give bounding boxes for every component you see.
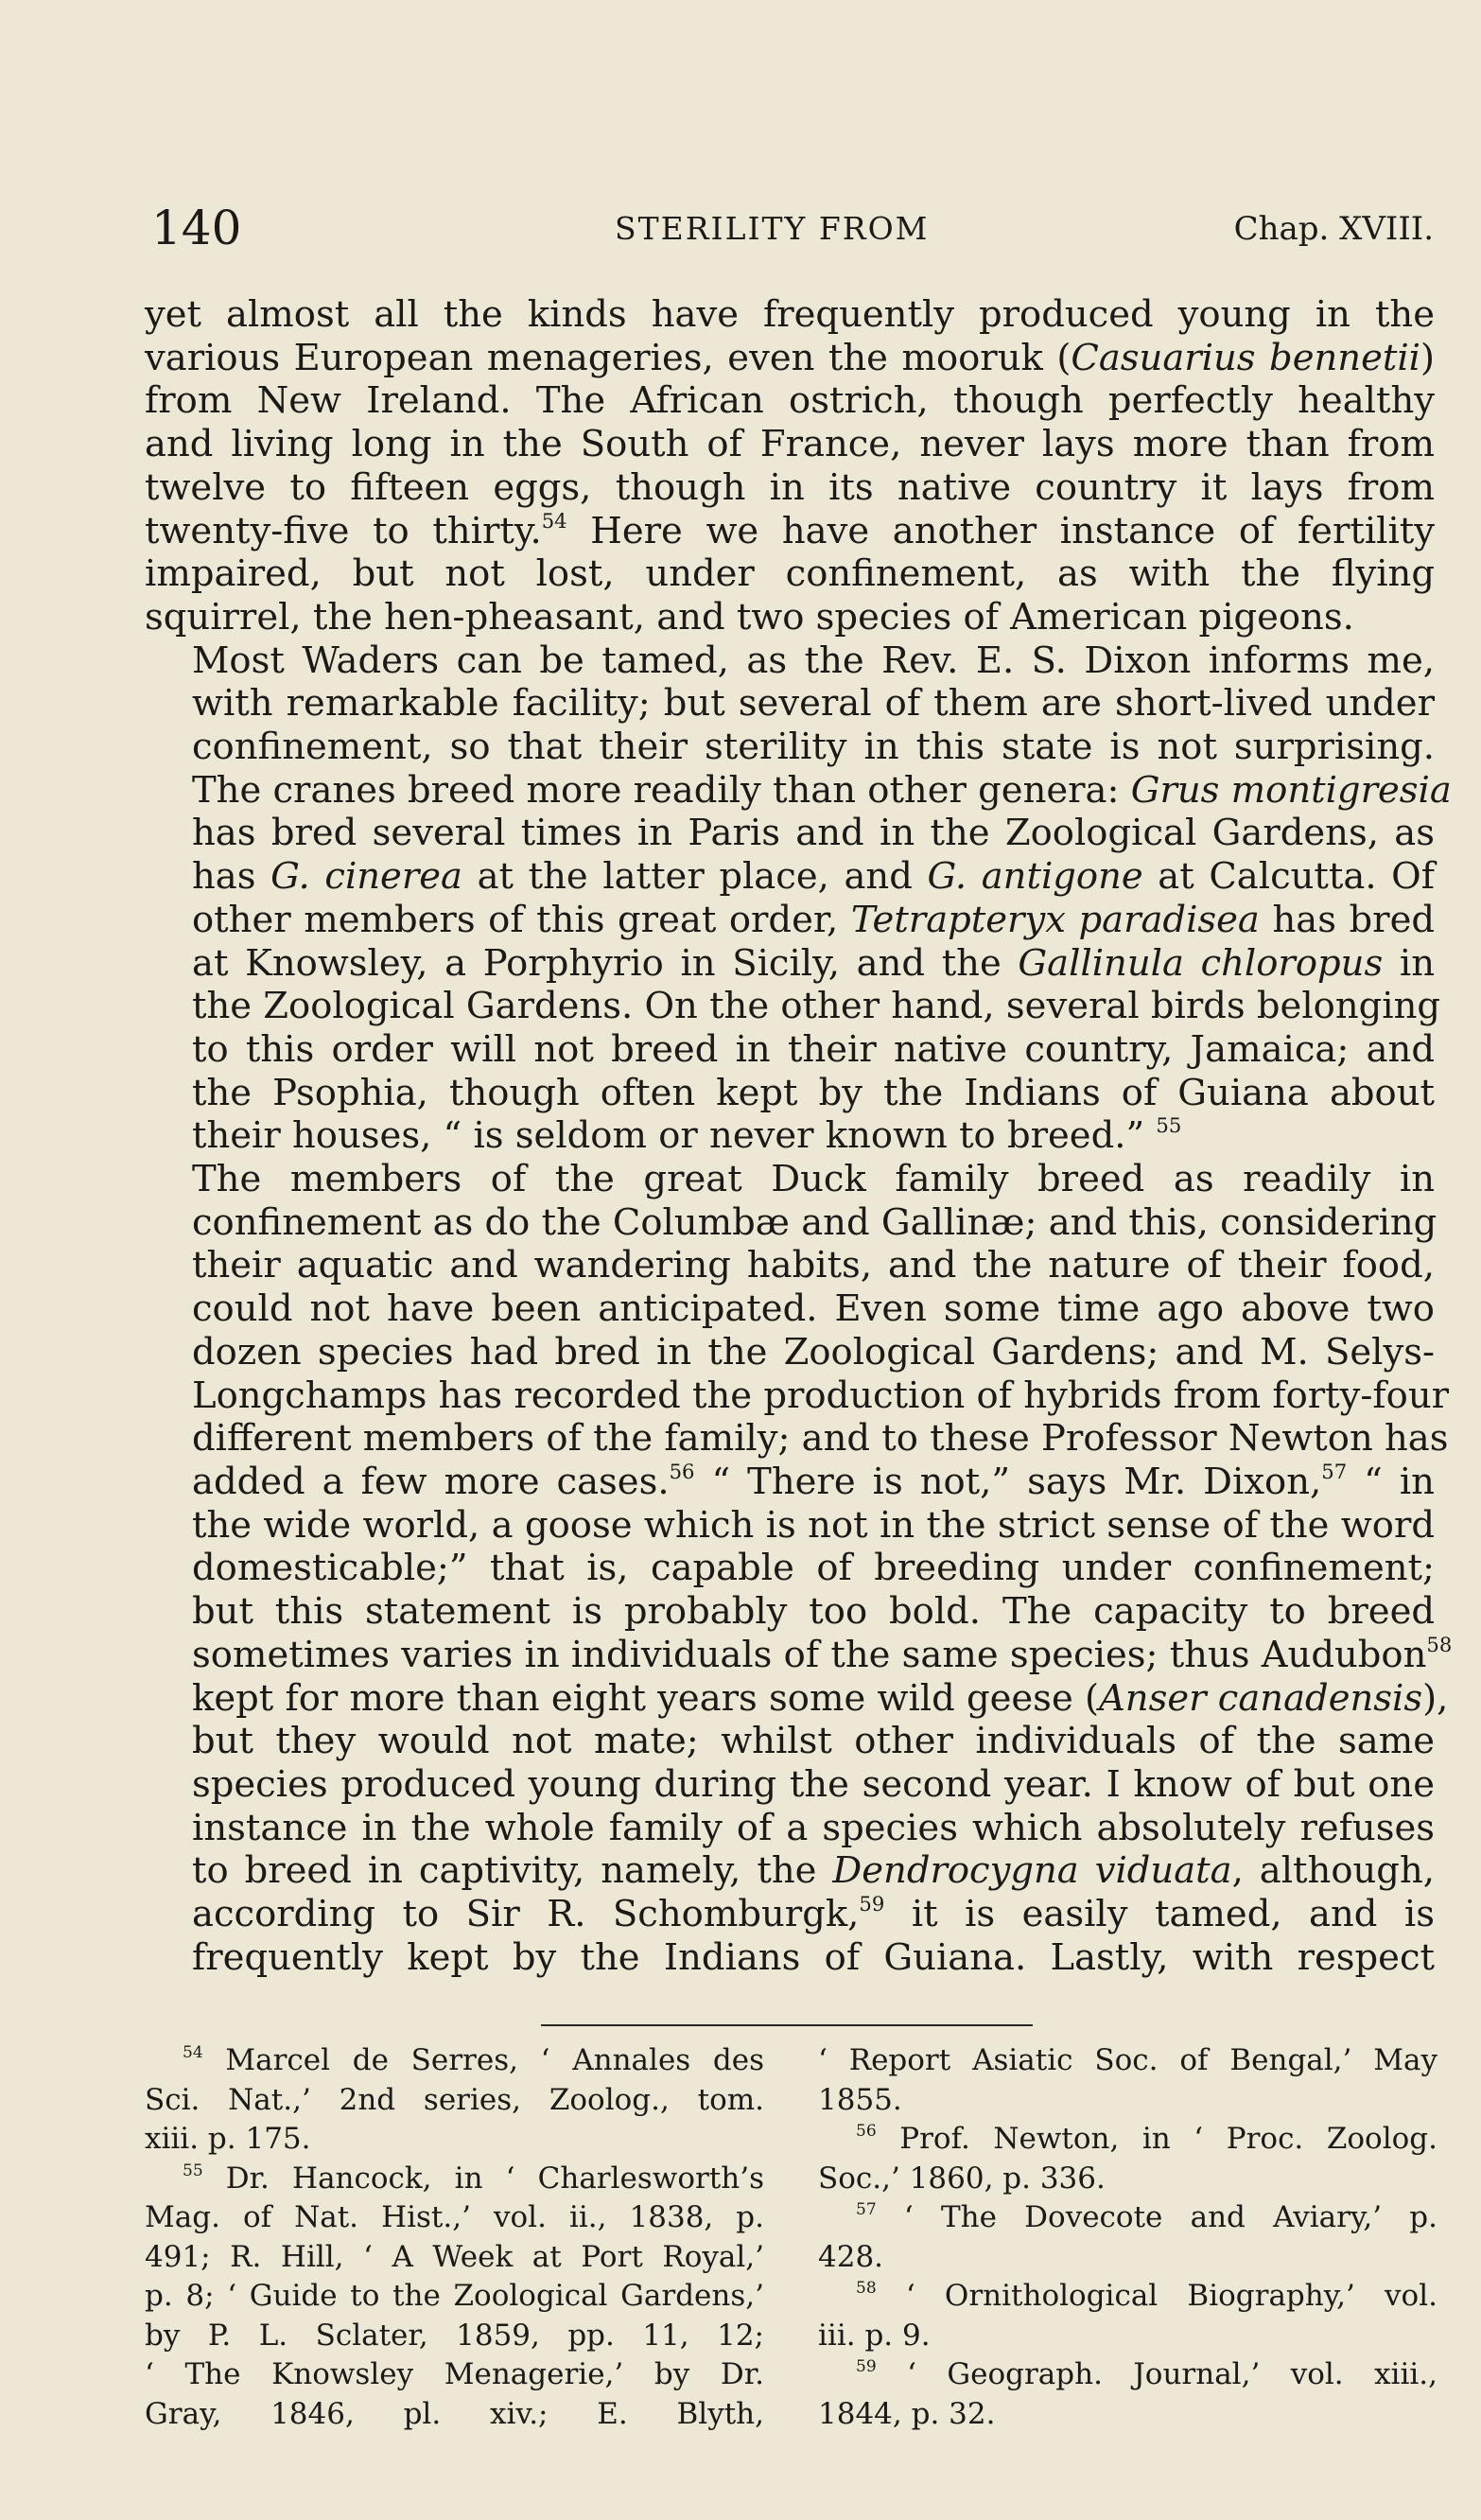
text-line: the wide world, a goose which is not in the strict sense of the word xyxy=(192,1503,1435,1547)
text-line: other members of this great order, Tetrapteryx paradisea has bred xyxy=(192,898,1435,941)
footnote-divider xyxy=(541,2024,1033,2026)
species-name: Tetrapteryx paradisea xyxy=(850,898,1260,941)
footnote-line: Soc.,’ 1860, p. 336. xyxy=(818,2161,1106,2196)
footnote-line: $^{57}$ ‘ The Dovecote and Aviary,’ p. xyxy=(856,2200,1437,2234)
text-line: but this statement is probably too bold. The capacity to breed xyxy=(192,1590,1435,1634)
text-line: and living long in the South of France, never lays more than from xyxy=(145,423,1435,466)
text-line: twelve to fifteen eggs, though in its native country it lays from xyxy=(145,465,1435,509)
footnote-line: p. 8; ‘ Guide to the Zoological Gardens,’ xyxy=(145,2279,764,2313)
footnote-line: Sci. Nat.,’ 2nd series, Zoolog., tom. xyxy=(145,2082,764,2117)
footnote-number: 57 xyxy=(856,2200,877,2220)
paragraph-waders xyxy=(145,639,1452,1158)
text-line: the Psophia, though often kept by the Indians of Guiana about xyxy=(192,1071,1435,1114)
text-line: impaired, but not lost, under confinement, as with the flying xyxy=(145,552,1435,596)
footnote-ref: 55 xyxy=(1156,1113,1182,1138)
footnote-59 xyxy=(818,2355,1437,2434)
text-line: to this order will not breed in their native country, Jamaica; and xyxy=(192,1027,1435,1071)
footnote-number: 54 xyxy=(183,2043,203,2063)
text-line: The members of the great Duck family breed as readily in xyxy=(192,1158,1435,1201)
text-line: twenty-five to thirty.$^{54}$ Here we have another instance of fertility xyxy=(145,508,1435,552)
text-line: sometimes varies in individuals of the same species; thus Audubon$^{58}$ xyxy=(192,1632,1453,1676)
species-name: Grus montigresia xyxy=(1130,768,1452,812)
footnote-ref: 54 xyxy=(541,508,567,533)
footnote-line: $^{56}$ Prof. Newton, in ‘ Proc. Zoolog. xyxy=(856,2122,1437,2156)
text-line: different members of the family; and to these Professor Newton has xyxy=(192,1417,1449,1461)
text-line: from New Ireland. The African ostrich, though perfectly healthy xyxy=(145,379,1435,423)
footnote-ref: 59 xyxy=(859,1892,885,1916)
footnotes-left-column xyxy=(145,2041,764,2434)
species-name: Anser canadensis xyxy=(1099,1676,1423,1720)
text-line: could not have been anticipated. Even some time ago above two xyxy=(192,1287,1435,1331)
text-line: yet almost all the kinds have frequently produced young in the xyxy=(145,293,1435,336)
text-line: species produced young during the second year. I know of but one xyxy=(192,1762,1435,1806)
text-line: their houses, “ is seldom or never known to breed.” $^{55}$ xyxy=(192,1113,1182,1158)
footnote-number: 55 xyxy=(183,2161,203,2180)
species-name: Dendrocygna viduata xyxy=(832,1849,1232,1893)
footnote-number: 56 xyxy=(856,2122,877,2142)
paragraph-ostrich xyxy=(145,293,1435,639)
footnote-line: $^{54}$ Marcel de Serres, ‘ Annales des xyxy=(183,2043,764,2077)
footnote-ref: 57 xyxy=(1321,1460,1348,1484)
text-line: confinement, so that their sterility in this state is not surprising. xyxy=(192,726,1435,769)
footnote-line: ‘ Report Asiatic Soc. of Bengal,’ May xyxy=(818,2043,1437,2077)
running-title: STERILITY FROM xyxy=(615,210,930,247)
text-line: Longchamps has recorded the production of hybrids from forty-four xyxy=(192,1374,1450,1417)
species-name: G. cinerea xyxy=(270,855,462,899)
footnote-number: 58 xyxy=(856,2279,877,2299)
footnote-54 xyxy=(145,2041,764,2160)
footnote-57 xyxy=(818,2198,1437,2277)
text-line: with remarkable facility; but several of them are short-lived under xyxy=(192,682,1435,726)
text-line: various European menageries, even the mooruk (Casuarius bennetii) xyxy=(145,336,1435,379)
text-line: their aquatic and wandering habits, and the nature of their food, xyxy=(192,1244,1435,1287)
footnote-line: ‘ The Knowsley Menagerie,’ by Dr. xyxy=(145,2357,764,2391)
footnote-ref: 58 xyxy=(1426,1632,1453,1656)
footnote-line: 1855. xyxy=(818,2082,902,2117)
footnote-58 xyxy=(818,2277,1437,2355)
footnote-line: 491; R. Hill, ‘ A Week at Port Royal,’ xyxy=(145,2239,764,2274)
body-text xyxy=(145,293,1453,1979)
text-line: instance in the whole family of a species which absolutely refuses xyxy=(192,1806,1435,1849)
footnote-line: $^{55}$ Dr. Hancock, in ‘ Charlesworth’s xyxy=(183,2161,764,2196)
text-line: The cranes breed more readily than other genera: Grus montigresia xyxy=(192,768,1452,812)
footnote-number: 59 xyxy=(856,2357,877,2377)
text-line: according to Sir R. Schomburgk,$^{59}$ it is easily tamed, and is xyxy=(192,1892,1435,1936)
paragraph-ducks xyxy=(145,1158,1453,1979)
running-header xyxy=(151,201,1434,267)
species-name: Gallinula chloropus xyxy=(1018,941,1384,985)
text-line: added a few more cases.$^{56}$ “ There is not,” says Mr. Dixon,$^{57}$ “ in xyxy=(192,1460,1435,1503)
footnote-line: 1844, p. 32. xyxy=(818,2396,996,2431)
text-line: domesticable;” that is, capable of breeding under confinement; xyxy=(192,1547,1435,1590)
species-name: Casuarius bennetii xyxy=(1071,336,1420,379)
species-name: G. antigone xyxy=(927,855,1143,899)
footnote-56 xyxy=(818,2120,1437,2198)
text-line: kept for more than eight years some wild geese (Anser canadensis), xyxy=(192,1676,1449,1720)
text-line: dozen species had bred in the Zoological Gardens; and M. Selys- xyxy=(192,1330,1435,1374)
footnote-line: $^{58}$ ‘ Ornithological Biography,’ vol. xyxy=(856,2279,1437,2313)
footnote-line: by P. L. Sclater, 1859, pp. 11, 12; xyxy=(145,2318,764,2353)
page-number: 140 xyxy=(151,201,242,255)
text-line: frequently kept by the Indians of Guiana. Lastly, with respect xyxy=(192,1935,1435,1979)
footnote-line: Gray, 1846, pl. xiv.; E. Blyth, xyxy=(145,2396,764,2431)
text-line: to breed in captivity, namely, the Dendrocygna viduata, although, xyxy=(192,1849,1435,1893)
footnote-line: xiii. p. 175. xyxy=(145,2122,311,2156)
footnotes-right-column xyxy=(818,2041,1437,2434)
footnote-line: Mag. of Nat. Hist.,’ vol. ii., 1838, p. xyxy=(145,2200,764,2234)
text-line: the Zoological Gardens. On the other hand, several birds belonging xyxy=(192,985,1441,1028)
text-line: at Knowsley, a Porphyrio in Sicily, and the Gallinula chloropus in xyxy=(192,941,1435,985)
footnote-ref: 56 xyxy=(669,1460,695,1484)
text-line: squirrel, the hen-pheasant, and two species of American pigeons. xyxy=(145,595,1354,639)
text-line: but they would not mate; whilst other individuals of the same xyxy=(192,1720,1435,1763)
text-line: has bred several times in Paris and in the Zoological Gardens, as xyxy=(192,812,1435,855)
text-line: has G. cinerea at the latter place, and G. antigone at Calcutta. Of xyxy=(192,855,1435,899)
footnote-line: 428. xyxy=(818,2239,884,2274)
footnote-55 xyxy=(145,2160,764,2435)
text-line: confinement as do the Columbæ and Gallinæ; and this, considering xyxy=(192,1200,1437,1244)
footnote-line: $^{59}$ ‘ Geograph. Journal,’ vol. xiii., xyxy=(856,2357,1437,2391)
footnote-55-continued xyxy=(818,2041,1437,2120)
text-line: Most Waders can be tamed, as the Rev. E. S. Dixon informs me, xyxy=(192,639,1435,682)
footnote-line: iii. p. 9. xyxy=(818,2318,931,2353)
chapter-label: Chap. XVIII. xyxy=(1233,210,1434,248)
